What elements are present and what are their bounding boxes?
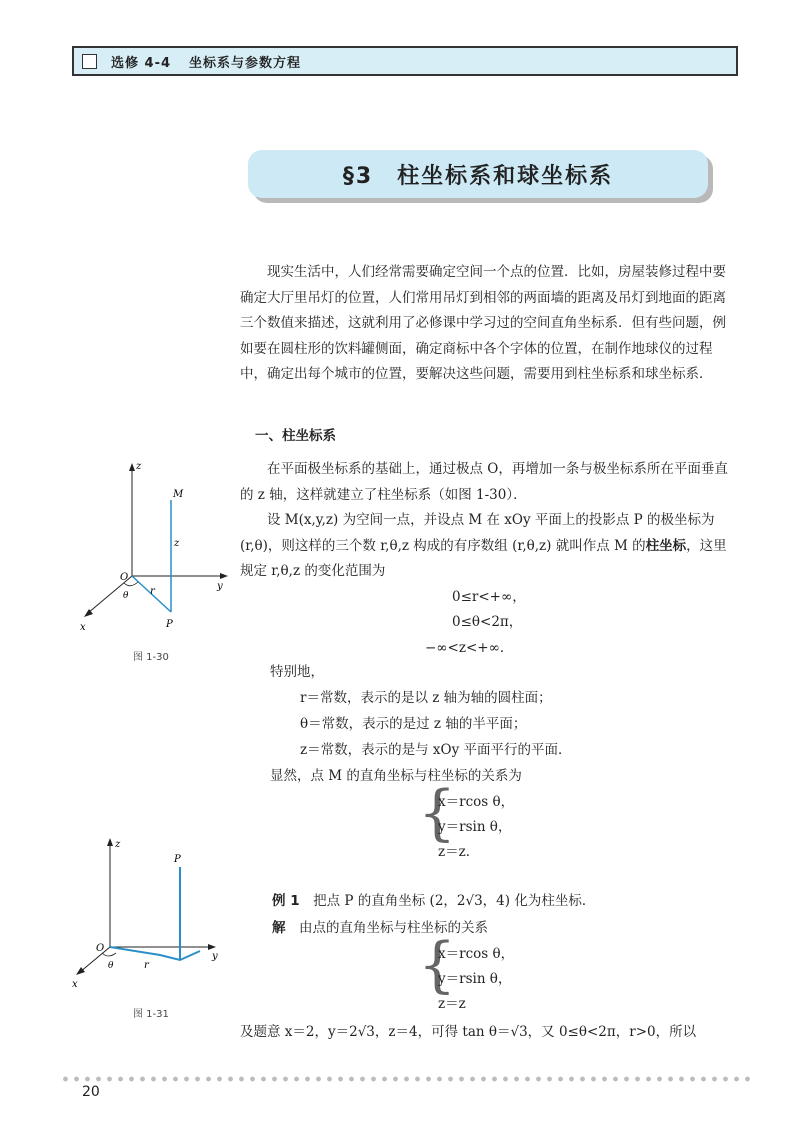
footer-dotted-rule [60,1076,750,1082]
header-book-title: 坐标系与参数方程 [189,55,302,71]
header-square-icon [82,54,97,69]
p2-text-b: ，这里规定 r,θ,z 的变化范围为 [240,537,727,579]
fig1-label-O: O [120,572,129,583]
case-theta: θ＝常数，表示的是过 z 轴的半平面； [300,716,527,732]
system1-z: z＝z． [438,844,480,860]
fig1-label-M: M [173,489,184,500]
figure-1-30 [70,455,240,640]
fig1-label-zz: z [174,538,180,549]
example-1 [272,889,595,909]
solution-text: 由点的直角坐标与柱坐标的关系 [299,920,488,936]
brace-1: { [418,778,457,848]
subsection-heading: 一、柱坐标系 [255,428,336,444]
brace-2: { [418,930,457,1000]
system2-x: x＝rcos θ， [438,946,515,962]
fig2-label-O: O [96,943,105,954]
fig2-x-arrow [76,967,85,975]
fig1-label-theta: θ [123,591,129,601]
figure-1-30-caption: 图 1-30 [133,652,169,663]
fig1-label-P: P [166,619,173,630]
special-text: 特别地， [270,664,324,680]
paragraph-cylindrical-coords [240,508,730,585]
paragraph-definition: 在平面极坐标系的基础上，通过极点 O，再增加一条与极坐标系所在平面垂直的 z 轴，这样就建立了柱坐标系（如图 1-30）． [240,461,728,503]
fig1-y-arrow [220,573,228,579]
fig1-label-y: y [217,581,223,592]
term-cylindrical: 柱坐标 [645,537,687,554]
system2-z: z＝z [438,996,466,1012]
fig2-label-x: x [72,979,78,990]
relation-text: 显然，点 M 的直角坐标与柱坐标的关系为 [270,768,522,784]
fig2-label-P: P [174,854,181,865]
header-book-code: 选修 4-4 [111,55,172,71]
system1-x: x＝rcos θ， [438,794,515,810]
fig2-x-axis [80,947,110,972]
fig1-label-r: r [150,586,155,597]
page-number: 20 [82,1084,100,1100]
section-title: §3 柱坐标系和球坐标系 [248,150,708,198]
p2-text-a: 设 M(x,y,z) 为空间一点，并设点 M 在 xOy 平面上的投影点 P 的极坐标为 (r,θ)，则这样的三个数 r,θ,z 构成的有序数组 (r,θ,z) 就叫作点 M 的 [240,512,715,554]
range-r: 0≤r<+∞， [452,589,526,605]
figure-1-31 [70,835,240,995]
running-header [72,46,738,76]
fig2-label-theta: θ [108,961,114,971]
fig2-label-y: y [212,951,218,962]
example-label: 例 1 [272,893,300,909]
system2-y: y＝rsin θ， [438,971,512,987]
fig2-z-arrow [107,838,113,846]
range-theta: 0≤θ<2π， [452,614,523,630]
intro-paragraph: 现实生活中，人们经常需要确定空间一个点的位置．比如，房屋装修过程中要确定大厅里吊灯的位置，人们常用吊灯到相邻的两面墙的距离及吊灯到地面的距离三个数值来描述，这就利用了必修课中学习过的空间直角坐标系．但有些问题，例如要在圆柱形的饮料罐侧面，确定商标中各个字体的位置，在制作地球仪的过程中，确定出每个城市的位置，要解决这些问题，需要用到柱坐标系和球坐标系． [240,264,726,382]
figure-1-31-caption: 图 1-31 [133,1009,169,1020]
fig2-y-arrow [208,944,216,950]
range-z: −∞<z<+∞． [425,640,514,656]
system1-y: y＝rsin θ， [438,819,512,835]
case-z: z＝常数，表示的是与 xOy 平面平行的平面． [300,742,572,758]
fig2-label-r: r [144,960,149,971]
fig1-label-z: z [136,461,142,472]
fig2-label-z: z [115,839,121,850]
last-line: 及题意 x＝2，y＝2√3，z＝4，可得 tan θ＝√3，又 0≤θ<2π，r>0，所以 [240,1024,697,1040]
fig1-z-arrow [129,463,135,471]
solution-label: 解 [272,920,286,936]
case-r: r＝常数，表示的是以 z 轴为轴的圆柱面； [300,690,552,706]
example-text: 把点 P 的直角坐标 (2，2√3，4) 化为柱坐标． [313,893,596,909]
fig2-op-line [110,947,200,960]
fig1-label-x: x [80,622,86,633]
